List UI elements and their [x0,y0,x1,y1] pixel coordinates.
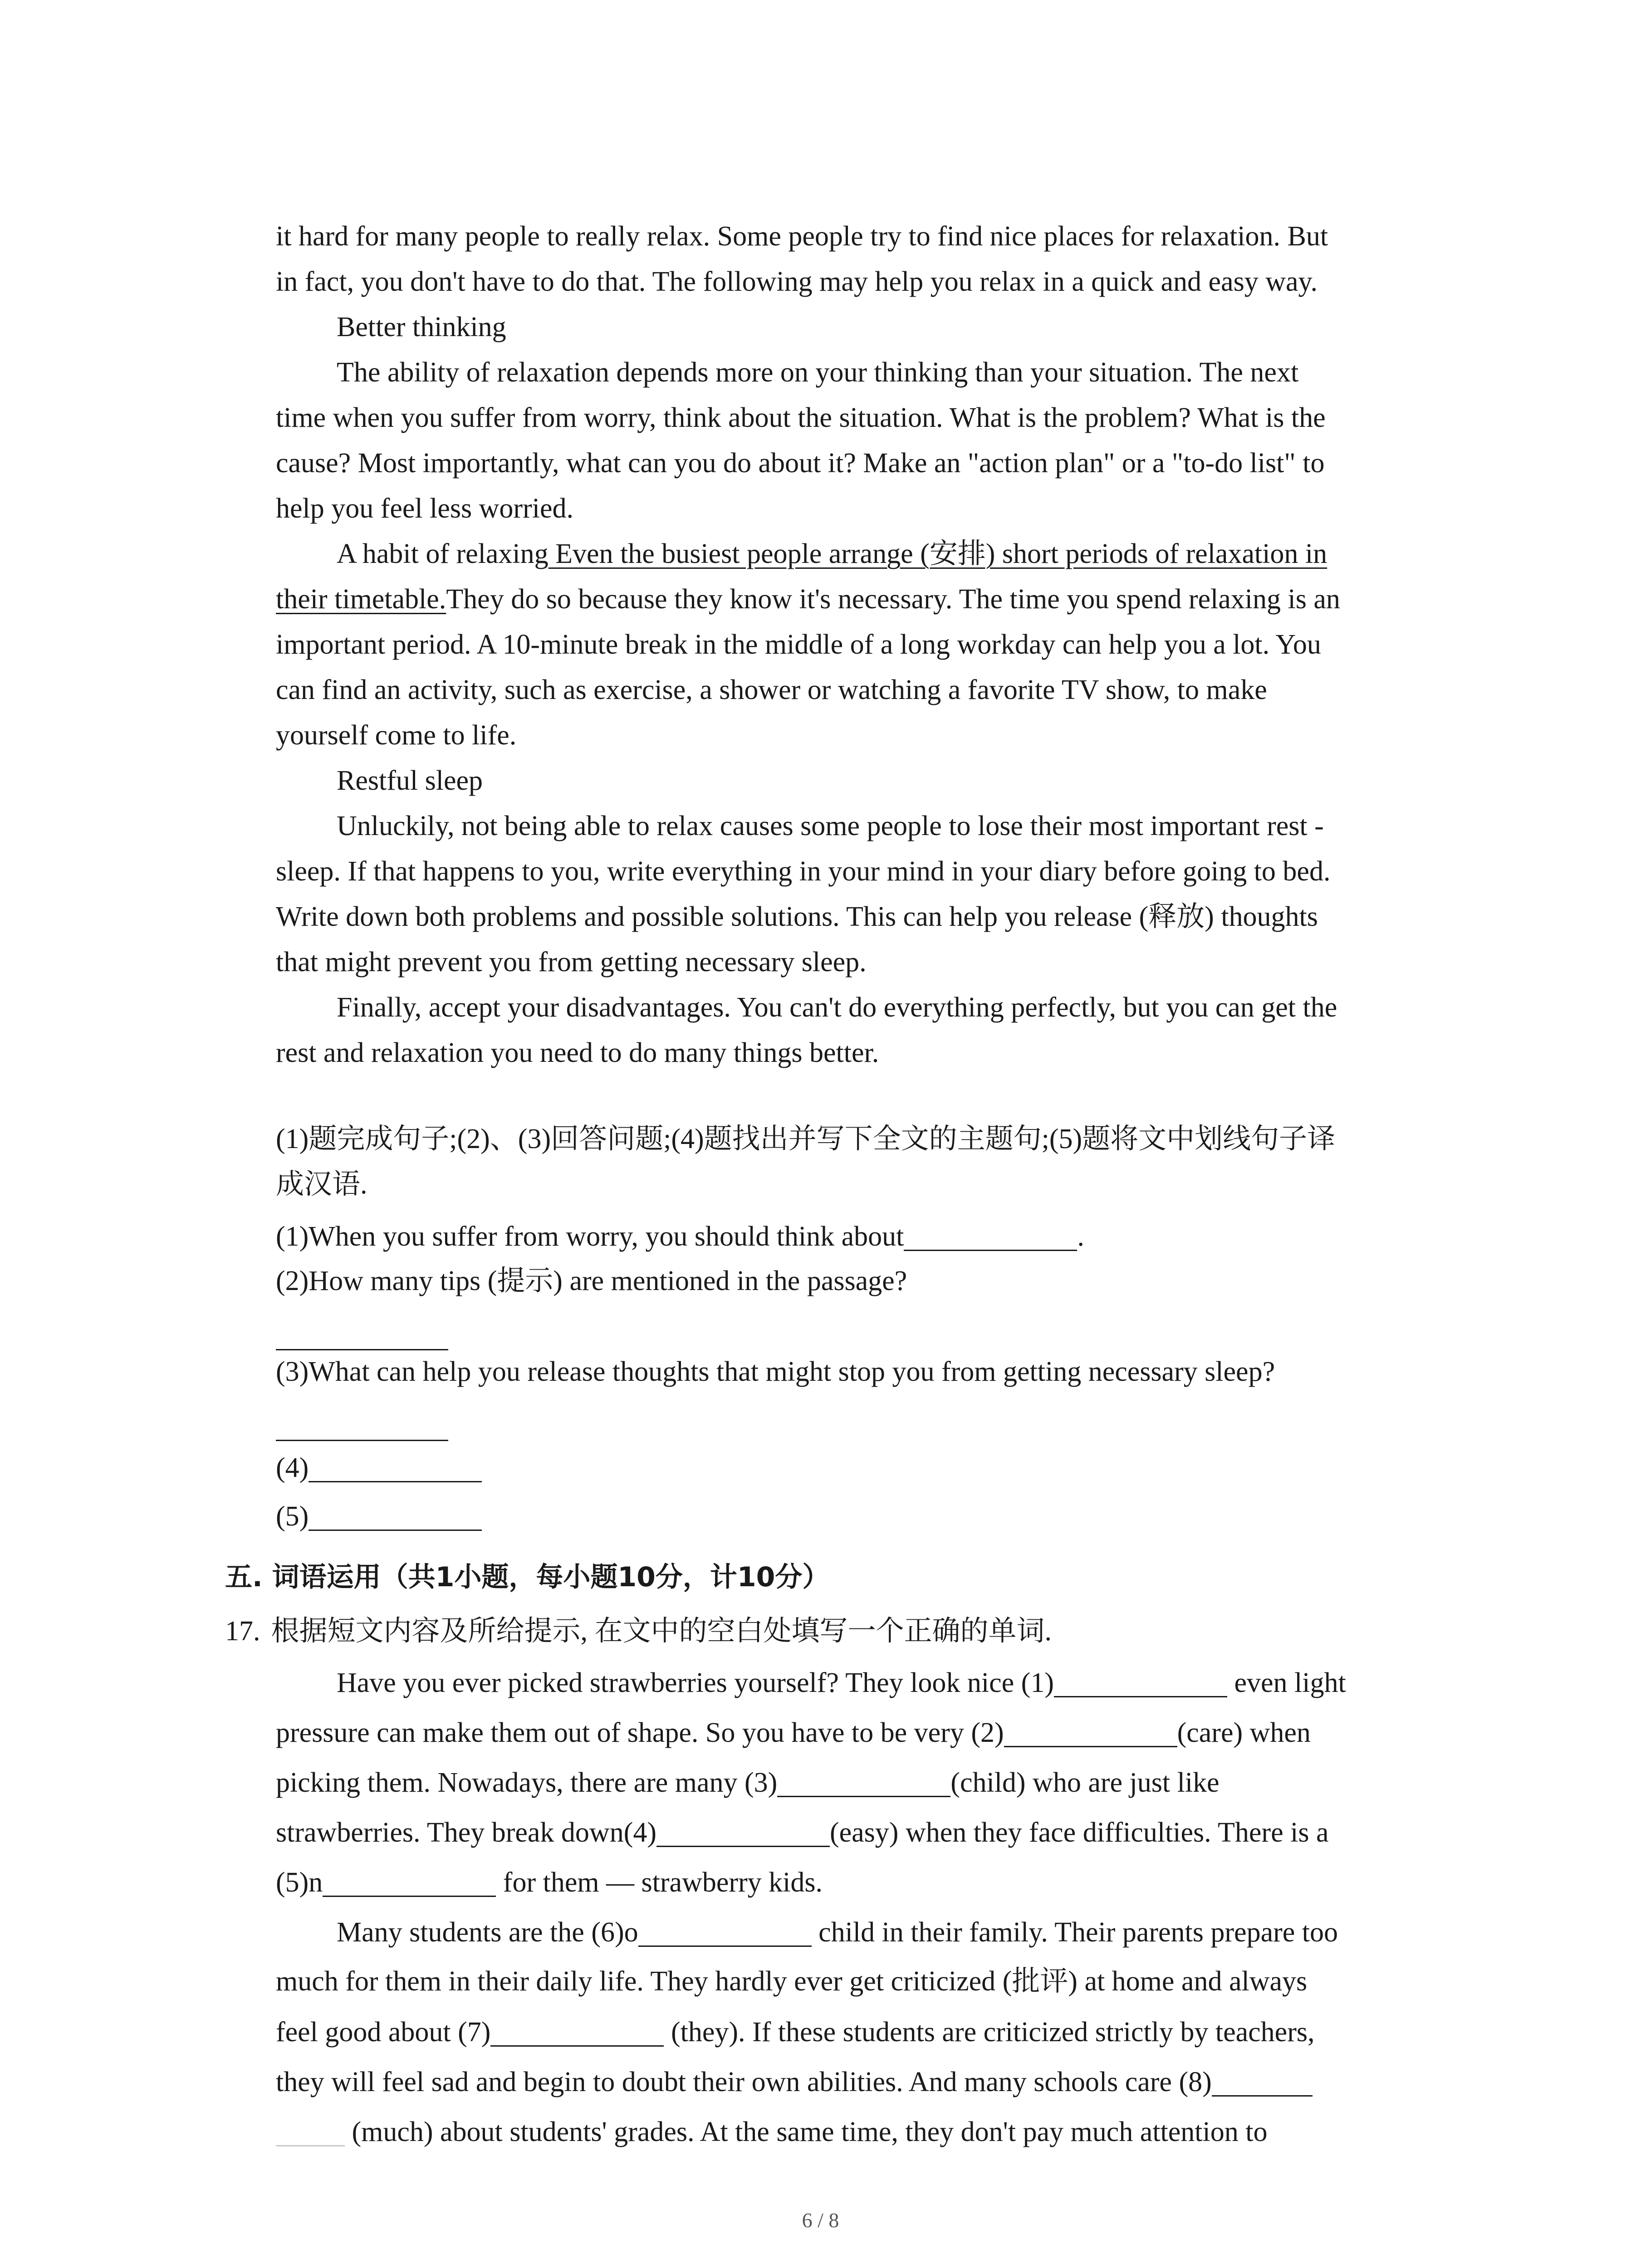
passage-line: help you feel less worried. [276,493,573,524]
question-2: (2)How many tips (提示) are mentioned in the passage? [276,1266,907,1296]
answer-blank[interactable] [309,1453,482,1482]
passage-line: that might prevent you from getting necessary sleep. [276,947,867,978]
cloze-line: much for them in their daily life. They hardly ever get criticized (批评) at home and always [276,1966,1308,1997]
answer-blank[interactable] [309,1501,482,1531]
passage-line: in fact, you don't have to do that. The following may help you relax in a quick and easy way. [276,266,1318,297]
passage-line: rest and relaxation you need to do many things better. [276,1037,879,1068]
subheading-better-thinking: Better thinking [337,312,506,342]
answer-blank[interactable] [276,1321,448,1350]
cloze-line: picking them. Nowadays, there are many (3) (child) who are just like [276,1767,1220,1798]
cloze-line: (much) about students' grades. At the same time, they don't pay much attention to [276,2117,1267,2146]
habit-line-2 [276,585,1340,613]
question-instruction: 根据短文内容及所给提示, 在文中的空白处填写一个正确的单词. [271,1616,1052,1647]
passage-line: can find an activity, such as exercise, a shower or watching a favorite TV show, to make [276,675,1267,705]
subheading-restful-sleep: Restful sleep [337,765,483,796]
question-text: (1)When you suffer from worry, you should think about [276,1221,904,1252]
answer-blank[interactable] [276,1412,448,1441]
passage-line: The ability of relaxation depends more on your thinking than your situation. The next [337,357,1299,388]
blank-3[interactable] [777,1768,950,1797]
page-number: 6 / 8 [802,2209,839,2232]
passage-line: time when you suffer from worry, think about the situation. What is the problem? What is the [276,402,1326,433]
cloze-line: (5)n for them — strawberry kids. [276,1867,823,1898]
answer-line[interactable] [276,1321,448,1350]
blank-6[interactable] [638,1917,812,1947]
passage-text: They do so because they know it's necessary. The time you spend relaxing is an [446,584,1340,615]
blank-4[interactable] [656,1818,830,1847]
blank-1[interactable] [1054,1668,1227,1697]
habit-line [337,540,1327,568]
cloze-line: feel good about (7) (they). If these students are criticized strictly by teachers, [276,2017,1315,2048]
subheading-habit: A habit of relaxing [337,538,549,569]
cloze-line: Have you ever picked strawberries yourself? They look nice (1) even light [337,1667,1346,1698]
passage-line: Unluckily, not being able to relax causes some people to lose their most important rest - [337,811,1324,841]
passage-line: sleep. If that happens to you, write everything in your mind in your diary before going to bed. [276,856,1331,887]
passage-line: Finally, accept your disadvantages. You can't do everything perfectly, but you can get the [337,992,1337,1023]
underlined-sentence: Even the busiest people arrange (安排) short periods of relaxation in [548,538,1327,569]
cloze-line: pressure can make them out of shape. So you have to be very (2) (care) when [276,1717,1311,1748]
passage-line: Write down both problems and possible solutions. This can help you release (释放) thoughts [276,901,1318,932]
instructions-line: (1)题完成句子;(2)、(3)回答问题;(4)题找出并写下全文的主题句;(5)题将文中划线句子译 [276,1124,1336,1154]
underlined-sentence-end: their timetable. [276,584,446,615]
question-number: 17. [225,1616,260,1647]
cloze-line: they will feel sad and begin to doubt their own abilities. And many schools care (8) [276,2067,1313,2097]
question-1: (1)When you suffer from worry, you should think about . [276,1221,1084,1252]
question-4: (4) [276,1453,482,1482]
passage-line: important period. A 10-minute break in the middle of a long workday can help you a lot. You [276,629,1321,660]
question-17 [225,1617,1052,1645]
blank-2[interactable] [1004,1718,1177,1747]
answer-blank[interactable] [904,1222,1077,1251]
blank-7[interactable] [490,2017,664,2047]
question-3: (3)What can help you release thoughts that might stop you from getting necessary sleep? [276,1356,1275,1387]
section-heading: 五. 词语运用（共1小题，每小题10分，计10分） [225,1561,830,1593]
passage-line: it hard for many people to really relax. Some people try to find nice places for relaxation. But [276,221,1328,252]
passage-line: yourself come to life. [276,720,517,751]
blank-5[interactable] [323,1867,496,1897]
passage-line: cause? Most importantly, what can you do about it? Make an "action plan" or a "to-do list" to [276,448,1325,479]
instructions-line: 成汉语. [276,1169,367,1200]
answer-line[interactable] [276,1412,448,1441]
question-5: (5) [276,1501,482,1531]
blank-8-continued[interactable] [276,2117,345,2146]
cloze-line: Many students are the (6)o child in their family. Their parents prepare too [337,1917,1338,1948]
blank-8[interactable] [1212,2067,1313,2097]
cloze-line: strawberries. They break down(4) (easy) when they face difficulties. There is a [276,1817,1329,1848]
